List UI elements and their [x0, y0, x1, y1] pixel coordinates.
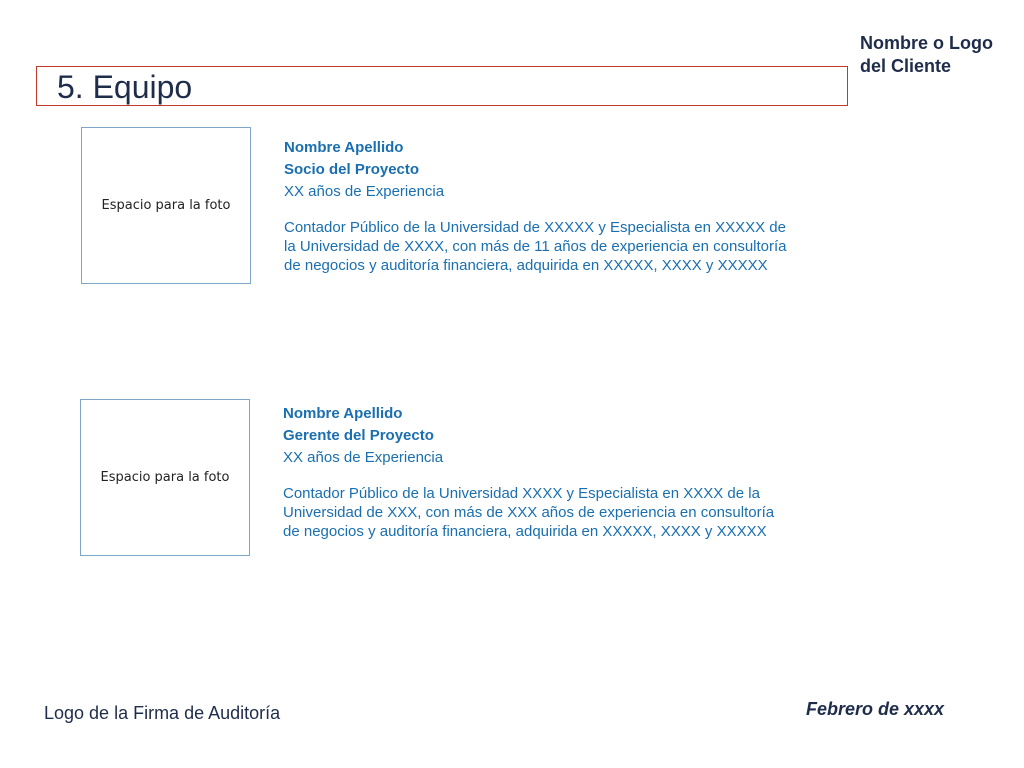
team-member-2 — [283, 403, 863, 541]
member-bio: Contador Público de la Universidad XXXX y Especialista en XXXX de la Universidad de XXX, con más de XXX años de experiencia en consultoría de negocios y auditoría financiera, adquirida en XXXXX, XXXX y XXXXX — [283, 485, 775, 540]
member-name: Nombre Apellido — [284, 139, 404, 156]
member-role: Socio del Proyecto — [284, 161, 420, 178]
document-date: Febrero de xxxx — [806, 699, 945, 719]
member-name: Nombre Apellido — [283, 405, 403, 422]
title-bar — [36, 66, 848, 106]
photo-placeholder-label: Espacio para la foto — [101, 198, 231, 213]
member-experience: XX años de Experiencia — [283, 449, 444, 466]
member-role: Gerente del Proyecto — [283, 427, 434, 444]
member-bio: Contador Público de la Universidad de XXXXX y Especialista en XXXXX de la Universidad de XXXX, con más de 11 años de experiencia en consultoría de negocios y auditoría financiera, adquirida en XXXXX, XXXX y XXXXX — [284, 219, 787, 274]
firm-logo-placeholder: Logo de la Firma de Auditoría — [44, 703, 281, 723]
client-logo-line-1: Nombre o Logo — [860, 33, 993, 53]
team-member-1 — [284, 137, 864, 275]
photo-placeholder-label: Espacio para la foto — [100, 470, 230, 485]
client-logo-placeholder — [860, 32, 1020, 78]
member-experience: XX años de Experiencia — [284, 183, 445, 200]
client-logo-line-2: del Cliente — [860, 56, 952, 76]
page-title: 5. Equipo — [57, 69, 193, 105]
photo-placeholder-1 — [81, 127, 251, 284]
photo-placeholder-2 — [80, 399, 250, 556]
